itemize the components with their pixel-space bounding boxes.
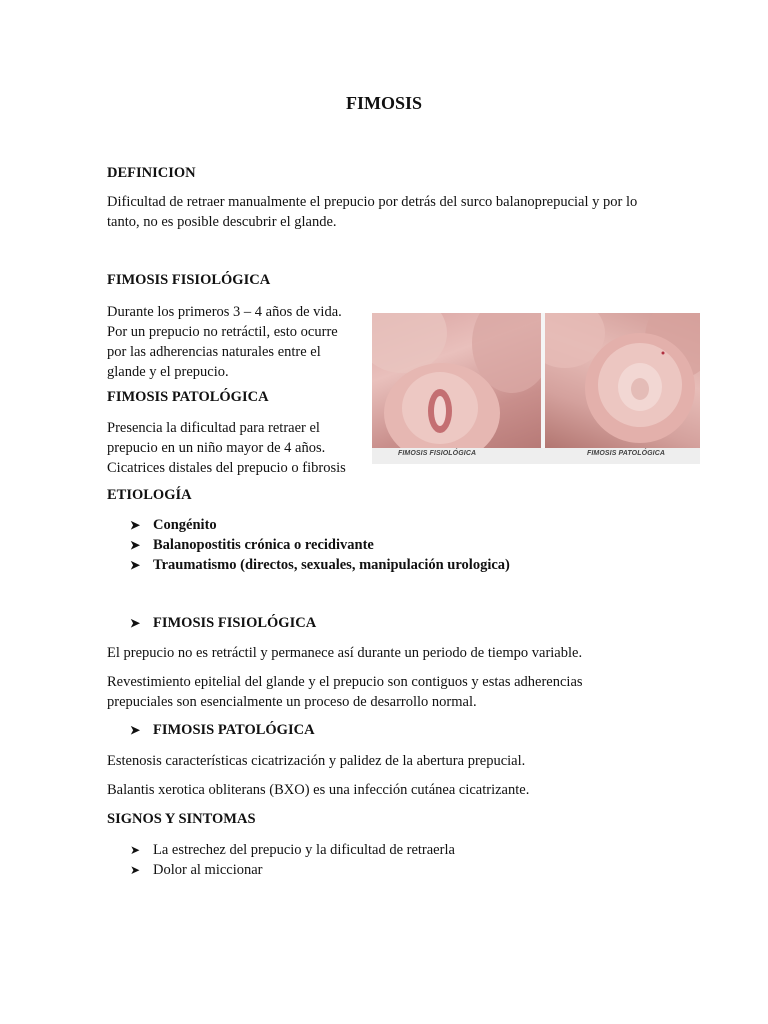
list-item-text: Balanopostitis crónica o recidivante [153,537,374,553]
patologica-line: prepucio en un niño mayor de 4 años. [107,440,326,456]
photo-patologica [545,313,700,448]
comparison-figure [372,313,700,464]
section-fisiologica-line: prepuciales son esencialmente un proceso de desarrollo normal. [107,694,477,710]
section-patologica-p2: Balantis xerotica obliterans (BXO) es una infección cutánea cicatrizante. [107,782,530,798]
patologica-line: Cicatrices distales del prepucio o fibrosis [107,460,346,476]
caption-patologica: FIMOSIS PATOLÓGICA [587,450,666,457]
photo-fisiologica [372,313,541,448]
signos-list [130,840,690,880]
arrow-bullet-icon: ➤ [130,863,141,877]
definicion-text [107,192,687,232]
fisiologica-text [107,302,367,382]
list-item [130,860,690,880]
section-fisiologica-p1: El prepucio no es retráctil y permanece así durante un periodo de tiempo variable. [107,645,583,661]
list-item-text: Traumatismo (directos, sexuales, manipulación urologica) [153,557,510,573]
etiologia-heading: ETIOLOGÍA [107,487,192,503]
figure-caption-bar [372,448,700,464]
page-title: FIMOSIS [345,93,423,113]
list-item [130,535,690,555]
section-fisiologica-heading-text: FIMOSIS FISIOLÓGICA [153,615,317,631]
section-fisiologica-p2 [107,672,707,712]
section-patologica-heading-text: FIMOSIS PATOLÓGICA [153,722,315,738]
definicion-line: tanto, no es posible descubrir el glande. [107,214,337,230]
arrow-bullet-icon: ➤ [130,538,141,552]
section-fisiologica-line: Revestimiento epitelial del glande y el prepucio son contiguos y estas adherencias [107,674,583,690]
definicion-line: Dificultad de retraer manualmente el prepucio por detrás del surco balanoprepucial y por lo [107,194,638,210]
section-patologica-heading [130,720,315,740]
list-item-text: La estrechez del prepucio y la dificultad de retraerla [153,842,455,858]
fisiologica-line: Por un prepucio no retráctil, esto ocurre [107,324,338,340]
patologica-line: Presencia la dificultad para retraer el [107,420,320,436]
definicion-heading: DEFINICION [107,165,196,181]
arrow-bullet-icon: ➤ [130,558,141,572]
fisiologica-heading: FIMOSIS FISIOLÓGICA [107,272,271,288]
patologica-text [107,418,369,478]
etiologia-list [130,515,690,575]
signos-heading: SIGNOS Y SINTOMAS [107,811,256,827]
arrow-bullet-icon: ➤ [130,518,141,532]
arrow-bullet-icon: ➤ [130,723,141,737]
patologica-heading: FIMOSIS PATOLÓGICA [107,389,269,405]
list-item-text: Dolor al miccionar [153,862,263,878]
list-item-text: Congénito [153,517,217,533]
caption-fisiologica: FIMOSIS FISIOLÓGICA [398,450,477,457]
fisiologica-line: Durante los primeros 3 – 4 años de vida. [107,304,342,320]
fisiologica-line: glande y el prepucio. [107,364,229,380]
arrow-bullet-icon: ➤ [130,843,141,857]
section-fisiologica-heading [130,613,316,633]
section-patologica-p1: Estenosis características cicatrización y palidez de la abertura prepucial. [107,753,526,769]
list-item [130,515,690,535]
arrow-bullet-icon: ➤ [130,616,141,630]
list-item [130,555,690,575]
list-item [130,840,690,860]
fisiologica-line: por las adherencias naturales entre el [107,344,321,360]
